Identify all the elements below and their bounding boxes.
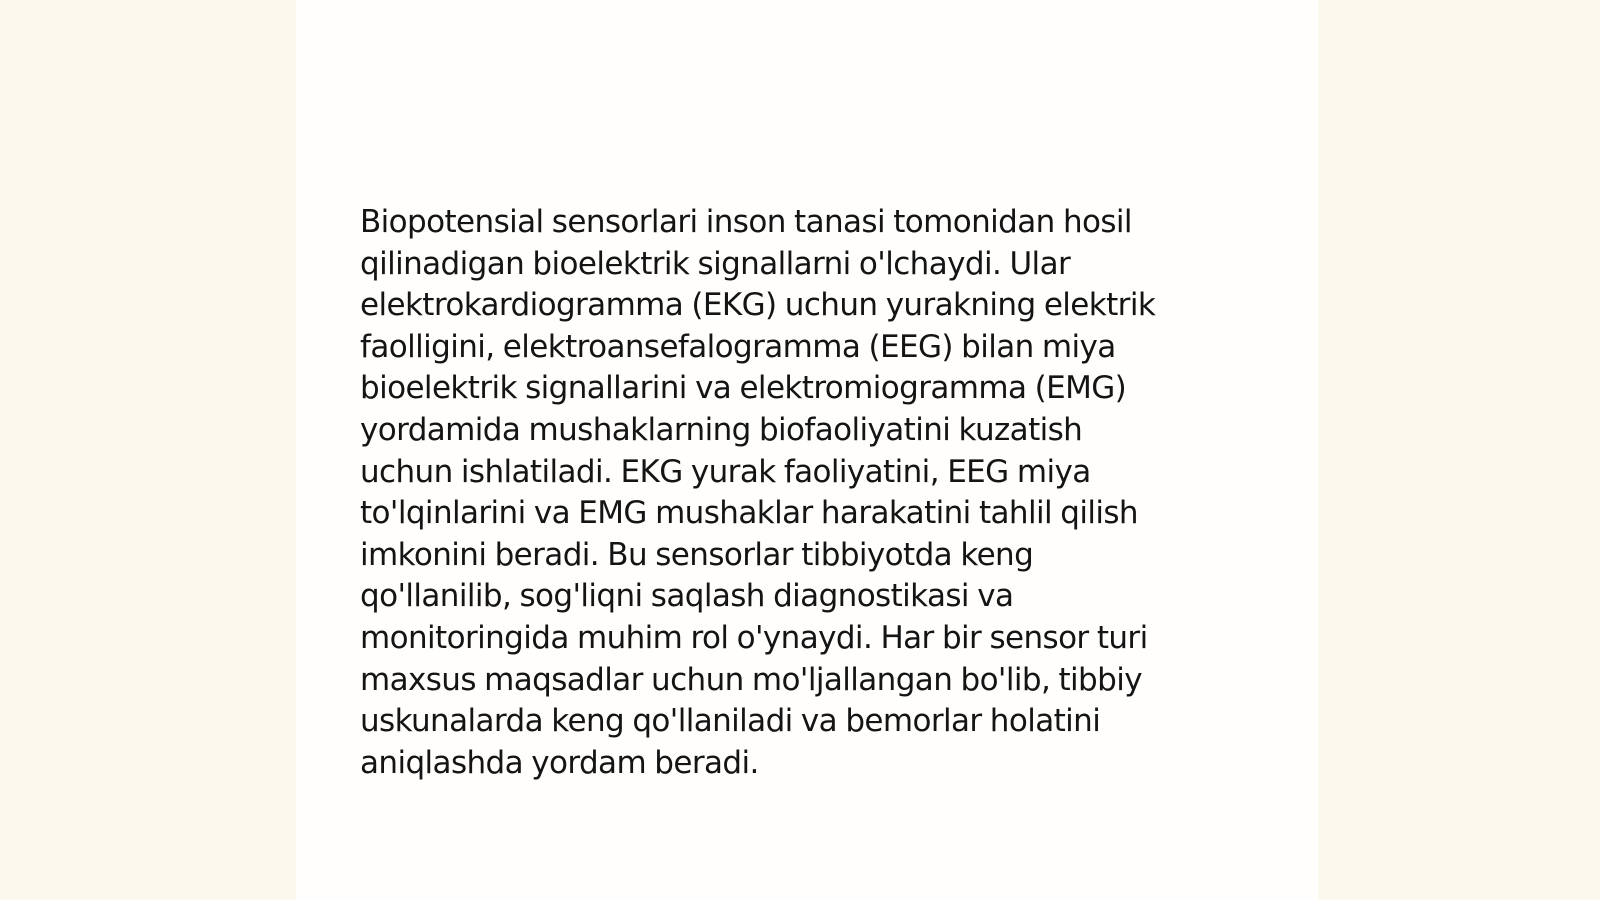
- paragraph-line: to'lqinlarini va EMG mushaklar harakatini tahlil qilish: [360, 495, 1138, 532]
- document-page: [296, 0, 1318, 900]
- paragraph-line: yordamida mushaklarning biofaoliyatini kuzatish: [360, 411, 1083, 448]
- paragraph-line: imkonini beradi. Bu sensorlar tibbiyotda keng: [360, 536, 1034, 573]
- paragraph-line: faolligini, elektroansefalogramma (EEG) bilan miya: [360, 328, 1116, 365]
- paragraph-line: aniqlashda yordam beradi.: [360, 744, 759, 781]
- paragraph-line: uchun ishlatiladi. EKG yurak faoliyatini, EEG miya: [360, 453, 1091, 490]
- paragraph-line: maxsus maqsadlar uchun mo'ljallangan bo'lib, tibbiy: [360, 661, 1142, 698]
- paragraph-line: qilinadigan bioelektrik signallarni o'lchaydi. Ular: [360, 245, 1071, 282]
- paragraph-line: monitoringida muhim rol o'ynaydi. Har bir sensor turi: [360, 619, 1148, 656]
- paragraph-line: qo'llanilib, sog'liqni saqlash diagnostikasi va: [360, 578, 1014, 615]
- paragraph-line: uskunalarda keng qo'llaniladi va bemorlar holatini: [360, 703, 1101, 740]
- paragraph-line: elektrokardiogramma (EKG) uchun yurakning elektrik: [360, 287, 1156, 324]
- paragraph-line: bioelektrik signallarini va elektromiogramma (EMG): [360, 370, 1127, 407]
- paragraph-line: Biopotensial sensorlari inson tanasi tomonidan hosil: [360, 204, 1132, 240]
- body-paragraph: [360, 202, 1260, 784]
